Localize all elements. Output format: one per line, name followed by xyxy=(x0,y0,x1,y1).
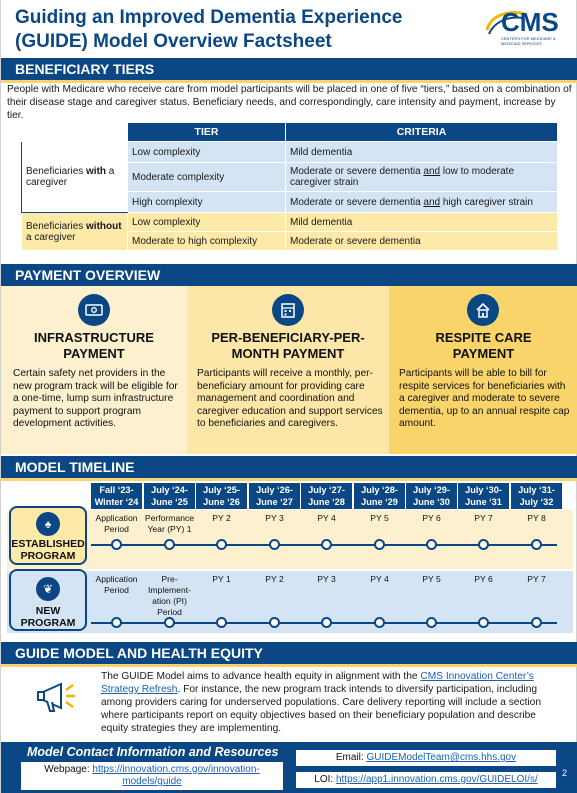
tiers-table xyxy=(21,122,558,251)
tier-cell: Moderate complexity xyxy=(128,163,286,192)
established-timeline-dot xyxy=(269,539,280,550)
new-timeline-cell: PY 4 xyxy=(370,574,389,584)
established-timeline-dot xyxy=(374,539,385,550)
loi-box: LOI: https://app1.innovation.cms.gov/GUIDELOI/s/ xyxy=(296,772,556,788)
timeline-period-header: July ‘24- June ‘25 xyxy=(144,483,195,509)
group-with-caregiver xyxy=(22,142,128,213)
established-timeline-cell: Application Period xyxy=(95,513,138,534)
new-timeline-cell: PY 5 xyxy=(422,574,441,584)
payment-text: Certain safety net providers in the new program track will be eligible for a one-time, lump sum infrastructure payment to support program development activities. xyxy=(13,368,178,430)
new-timeline-cell: PY 2 xyxy=(265,574,284,584)
new-program-box xyxy=(9,569,87,631)
new-timeline-dot xyxy=(478,617,489,628)
group-bold: with xyxy=(86,166,107,177)
strategy-refresh-link[interactable]: CMS Innovation Center’s Strategy Refresh xyxy=(101,671,534,695)
table-corner xyxy=(22,123,128,142)
leaf-icon: ❦ xyxy=(36,577,60,601)
table-row xyxy=(22,142,558,163)
payment-title: INFRASTRUCTURE PAYMENT xyxy=(34,330,154,361)
timeline-period-header: July ‘30- June ‘31 xyxy=(458,483,509,509)
new-timeline-cell: PY 1 xyxy=(212,574,231,584)
title-line-2: (GUIDE) Model Overview Factsheet xyxy=(15,31,332,52)
established-timeline-dot xyxy=(321,539,332,550)
established-timeline-dot xyxy=(531,539,542,550)
table-row xyxy=(22,213,558,232)
new-timeline-dot xyxy=(269,617,280,628)
established-timeline-cell: PY 2 xyxy=(212,513,231,523)
established-timeline-cell: PY 8 xyxy=(527,513,546,523)
established-timeline-dot xyxy=(216,539,227,550)
established-timeline-dot xyxy=(478,539,489,550)
criteria-cell: Moderate or severe dementia and high caregiver strain xyxy=(286,192,558,213)
tier-cell: High complexity xyxy=(128,192,286,213)
new-timeline-cell: PY 6 xyxy=(474,574,493,584)
established-timeline-cell: PY 7 xyxy=(474,513,493,523)
equity-heading: GUIDE MODEL AND HEALTH EQUITY xyxy=(1,642,577,664)
group-text: a caregiver xyxy=(26,166,115,188)
new-timeline-dot xyxy=(321,617,332,628)
webpage-link[interactable]: https://innovation.cms.gov/innovation-models/guide xyxy=(92,764,260,787)
house-icon xyxy=(467,294,499,326)
criteria-cell: Mild dementia xyxy=(286,142,558,163)
email-link[interactable]: GUIDEModelTeam@cms.hhs.gov xyxy=(366,752,517,763)
established-timeline-cell: PY 6 xyxy=(422,513,441,523)
payment-infrastructure xyxy=(1,286,187,454)
new-timeline-dot xyxy=(426,617,437,628)
contact-title: Model Contact Information and Resources xyxy=(27,745,279,759)
new-timeline-dot xyxy=(164,617,175,628)
payment-heading: PAYMENT OVERVIEW xyxy=(1,264,577,286)
payment-respite xyxy=(389,286,577,454)
timeline-period-header: July ‘28- June ‘29 xyxy=(354,483,405,509)
loi-link[interactable]: https://app1.innovation.cms.gov/GUIDELOI/s/ xyxy=(335,774,538,785)
tier-cell: Low complexity xyxy=(128,213,286,232)
established-timeline-cell: PY 5 xyxy=(370,513,389,523)
group-text: Beneficiaries xyxy=(26,220,87,232)
payment-text: Participants will receive a monthly, per-beneficiary amount for providing care management and coordination and caregiver education and support services to beneficiaries and caregivers. xyxy=(197,368,383,430)
established-label: ESTABLISHED PROGRAM xyxy=(11,538,85,562)
tier-cell: Low complexity xyxy=(128,142,286,163)
timeline-period-header: July ‘31- July ‘32 xyxy=(511,483,562,509)
payment-title: RESPITE CARE PAYMENT xyxy=(435,330,532,361)
timeline-period-header: July ‘29- June ‘30 xyxy=(406,483,457,509)
logo-subtext: CENTERS FOR MEDICARE & MEDICAID SERVICES xyxy=(501,36,556,46)
calendar-icon xyxy=(272,294,304,326)
established-timeline-dot xyxy=(426,539,437,550)
new-timeline-dot xyxy=(374,617,385,628)
established-program-box xyxy=(9,506,87,565)
group-bold: without xyxy=(86,220,122,232)
money-icon xyxy=(78,294,110,326)
new-timeline-dot xyxy=(531,617,542,628)
established-timeline-cell: PY 4 xyxy=(317,513,336,523)
established-timeline-dot xyxy=(164,539,175,550)
criteria-cell: Moderate or severe dementia and low to moderate caregiver strain xyxy=(286,163,558,192)
col-header-tier: TIER xyxy=(128,123,286,142)
new-timeline-cell: Application Period xyxy=(95,574,138,595)
timeline-period-header: July ‘27- June ‘28 xyxy=(301,483,352,509)
new-timeline-cell: PY 3 xyxy=(317,574,336,584)
header xyxy=(1,0,577,58)
established-timeline-cell: Performance Year (PY) 1 xyxy=(144,513,195,534)
new-timeline-cell: Pre-Implement-ation (PI) Period xyxy=(148,574,191,617)
tiers-intro: People with Medicare who receive care from model participants will be placed in one of five “tiers,” based on a combination of their disease stage and caregiver status. Beneficiary needs, and correspondingly, care intensity and payment, increase by tier. xyxy=(7,84,572,121)
criteria-cell: Moderate or severe dementia xyxy=(286,232,558,251)
timeline-period-header: July ‘26- June ‘27 xyxy=(249,483,300,509)
new-timeline-dot xyxy=(216,617,227,628)
new-timeline-cell: PY 7 xyxy=(527,574,546,584)
timeline-period-header: Fall ‘23- Winter ‘24 xyxy=(91,483,142,509)
equity-text: The GUIDE Model aims to advance health equity in alignment with the CMS Innovation Center’s Strategy Refresh. For instance, the new program track intends to diversify participation, including among providers caring for underserved populations. Care delivery reporting will include a section where participants report on equity objectives based on their beneficiary population and describe equity strategies they are implementing. xyxy=(101,671,541,734)
payment-text: Participants will be able to bill for respite services for beneficiaries with a caregiver and moderate to severe dementia, up to an annual respite cap amount. xyxy=(399,368,570,430)
col-header-criteria: CRITERIA xyxy=(286,123,558,142)
title-line-1: Guiding an Improved Dementia Experience xyxy=(15,7,403,28)
group-text: a caregiver xyxy=(26,231,76,243)
new-timeline-dot xyxy=(111,617,122,628)
page-number: 2 xyxy=(562,768,568,778)
group-text: Beneficiaries xyxy=(26,166,87,177)
plant-icon: ♠ xyxy=(36,512,60,536)
page-title xyxy=(15,6,465,54)
payment-title: PER-BENEFICIARY-PER- MONTH PAYMENT xyxy=(211,330,365,361)
new-label: NEW PROGRAM xyxy=(20,605,76,629)
megaphone-icon xyxy=(35,676,83,718)
payment-columns xyxy=(1,286,577,454)
logo-text: CMS xyxy=(501,7,559,37)
payment-pbpm xyxy=(187,286,389,454)
timeline-heading: MODEL TIMELINE xyxy=(1,456,577,478)
criteria-cell: Mild dementia xyxy=(286,213,558,232)
tier-cell: Moderate to high complexity xyxy=(128,232,286,251)
established-timeline-cell: PY 3 xyxy=(265,513,284,523)
tiers-heading: BENEFICIARY TIERS xyxy=(1,58,577,80)
group-without-caregiver xyxy=(22,213,128,251)
timeline-period-header: July ‘25- June ‘26 xyxy=(196,483,247,509)
email-box: Email: GUIDEModelTeam@cms.hhs.gov xyxy=(296,750,556,766)
webpage-box: Webpage: https://innovation.cms.gov/innovation-models/guide xyxy=(21,762,283,790)
established-timeline-dot xyxy=(111,539,122,550)
